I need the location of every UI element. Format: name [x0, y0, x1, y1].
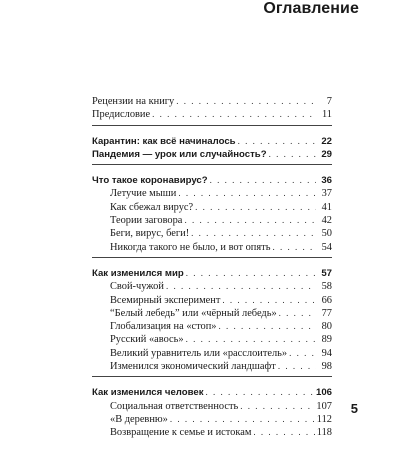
- toc-entry-label: Летучие мыши: [110, 188, 177, 200]
- dot-leader: [186, 333, 316, 346]
- toc-entry-label: Свой-чужой: [110, 281, 164, 293]
- dot-leader: [184, 214, 316, 227]
- toc-entry: [92, 307, 332, 320]
- toc-section: [92, 386, 332, 442]
- toc-entry: [92, 201, 332, 214]
- dot-leader: [278, 360, 316, 373]
- toc-entry-label: «В деревню»: [110, 413, 168, 425]
- dot-leader: [279, 307, 316, 320]
- toc-section: [92, 267, 332, 377]
- toc-entry: [92, 241, 332, 254]
- toc-entry: [92, 280, 332, 293]
- toc-entry-label: Пандемия — урок или случайность?: [92, 148, 267, 160]
- toc-entry: [92, 320, 332, 333]
- toc-chapter-entry: [92, 135, 332, 148]
- toc-entry-page: 66: [321, 294, 332, 306]
- toc-entry-page: 77: [321, 307, 332, 319]
- page-number: 5: [350, 401, 358, 416]
- dot-leader: [272, 241, 316, 254]
- toc-entry-page: 36: [321, 175, 332, 187]
- dot-leader: [152, 108, 316, 121]
- toc-entry-label: Никогда такого не было, и вот опять: [110, 241, 271, 253]
- toc-entry: [92, 294, 332, 307]
- dot-leader: [186, 267, 316, 280]
- toc-entry-label: Великий уравнитель или «расслоитель»: [110, 347, 288, 359]
- dot-leader: [195, 201, 316, 214]
- toc-entry-page: 11: [321, 109, 332, 121]
- toc-entry-label: Русский «авось»: [110, 334, 184, 346]
- toc-chapter-entry: [92, 386, 332, 399]
- toc-section: [92, 174, 332, 258]
- toc-entry: [92, 95, 332, 108]
- toc-entry: [92, 187, 332, 200]
- toc-entry-page: 80: [321, 321, 332, 333]
- toc-entry-page: 54: [321, 241, 332, 253]
- toc-entry-page: 58: [321, 281, 332, 293]
- toc-entry-page: 37: [321, 188, 332, 200]
- dot-leader: [206, 386, 314, 399]
- toc-entry: [92, 333, 332, 346]
- toc-entry: [92, 227, 332, 240]
- dot-leader: [191, 227, 316, 240]
- toc-entry-label: Возвращение к семье и истокам: [110, 427, 252, 439]
- toc-entry-label: Как сбежал вирус?: [110, 201, 194, 213]
- toc-entry-page: 94: [321, 347, 332, 359]
- toc-entry-page: 42: [321, 215, 332, 227]
- toc-entry-label: Беги, вирус, беги!: [110, 228, 190, 240]
- toc-entry: [92, 400, 332, 413]
- toc-entry-page: 106: [315, 387, 332, 399]
- dot-leader: [238, 135, 316, 148]
- toc-entry-label: Что такое коронавирус?: [92, 175, 208, 187]
- toc-entry-label: “Белый лебедь” или «чёрный лебедь»: [110, 307, 277, 319]
- toc-entry: [92, 214, 332, 227]
- toc-chapter-entry: [92, 148, 332, 161]
- toc-chapter-entry: [92, 174, 332, 187]
- toc-entry-label: Карантин: как всё начиналось: [92, 135, 236, 147]
- dot-leader: [269, 148, 316, 161]
- table-of-contents: [92, 95, 332, 452]
- toc-entry-label: Предисловие: [92, 109, 151, 121]
- page-title: Оглавление: [263, 0, 359, 17]
- dot-leader: [178, 187, 316, 200]
- toc-entry: [92, 347, 332, 360]
- toc-entry: [92, 360, 332, 373]
- dot-leader: [166, 280, 316, 293]
- toc-entry-label: Изменился экономический ландшафт: [110, 361, 276, 373]
- toc-entry: [92, 108, 332, 121]
- toc-entry-page: 41: [321, 201, 332, 213]
- toc-chapter-entry: [92, 267, 332, 280]
- toc-entry: [92, 426, 332, 439]
- toc-entry-page: 57: [321, 267, 332, 279]
- dot-leader: [289, 347, 316, 360]
- toc-entry-label: Всемирный эксперимент: [110, 294, 221, 306]
- toc-entry-page: 22: [321, 135, 332, 147]
- toc-entry-page: 98: [321, 361, 332, 373]
- dot-leader: [240, 400, 314, 413]
- toc-entry-page: 50: [321, 228, 332, 240]
- dot-leader: [222, 294, 316, 307]
- dot-leader: [219, 320, 317, 333]
- toc-entry-page: 89: [321, 334, 332, 346]
- toc-entry-page: 29: [321, 148, 332, 160]
- toc-entry-label: Глобализация на «стоп»: [110, 321, 217, 333]
- toc-section: [92, 135, 332, 166]
- toc-entry-page: 118: [316, 427, 332, 439]
- toc-section: [92, 95, 332, 126]
- toc-entry-label: Рецензии на книгу: [92, 96, 175, 107]
- dot-leader: [176, 95, 316, 108]
- toc-entry-label: Как изменился человек: [92, 387, 204, 399]
- toc-entry-page: 112: [316, 413, 332, 425]
- dot-leader: [253, 426, 314, 439]
- dot-leader: [210, 174, 316, 187]
- toc-entry-label: Теории заговора: [110, 215, 183, 227]
- toc-entry-label: Социальная ответственность: [110, 400, 239, 412]
- toc-entry-label: Как изменился мир: [92, 267, 184, 279]
- toc-entry-page: 107: [316, 400, 332, 412]
- toc-entry-page: 7: [326, 96, 332, 107]
